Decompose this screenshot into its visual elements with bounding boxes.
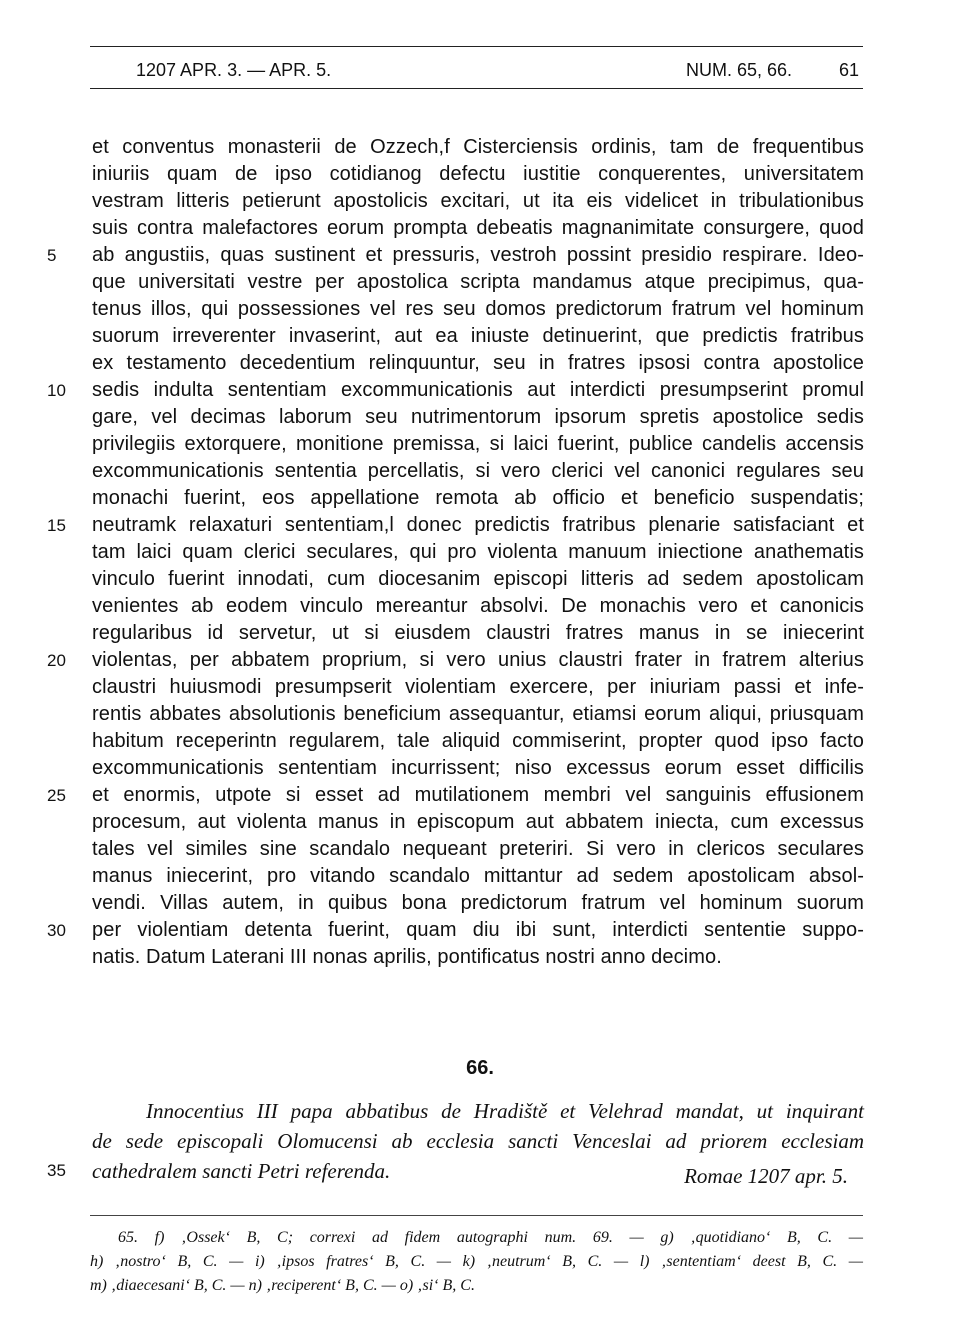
- text-line: [92, 728, 864, 755]
- text-line: [92, 485, 864, 512]
- text-line: [92, 755, 864, 782]
- header-doc-numbers: NUM. 65, 66.: [686, 60, 793, 80]
- footnotes: [90, 1215, 863, 1298]
- line-text: habitum receperintn regularem, tale aliquid commiserint, propter quod ipso facto: [92, 730, 864, 752]
- header-bottom-rule: [90, 88, 863, 89]
- line-text: excommunicationis sententia percellatis, si vero clerici vel canonici regulares seu: [92, 460, 864, 482]
- line-number: 20: [47, 651, 67, 670]
- text-line: [92, 161, 864, 188]
- footnote-line: 65. f) ‚Ossek‘ B, C; correxi ad fidem autographi num. 69. — g) ‚quotidiano‘ B, C. —: [118, 1229, 863, 1246]
- line-text: claustri huiusmodi presumpserit violentiam exercere, per iniuriam passi et infe-: [92, 676, 864, 698]
- document-66-regest: [47, 1096, 864, 1188]
- line-text: tam laici quam clerici seculares, qui pro violenta manuum iniectione anathematis: [92, 541, 864, 563]
- text-line: [92, 809, 864, 836]
- text-line: [92, 323, 864, 350]
- line-number: 30: [47, 921, 67, 940]
- text-line: [92, 269, 864, 296]
- text-line: [92, 215, 864, 242]
- text-line: [92, 350, 864, 377]
- line-text: et enormis, utpote si esset ad mutilationem membri vel sanguinis effusionem: [92, 784, 864, 806]
- line-number: 10: [47, 381, 67, 400]
- line-text: gare, vel decimas laborum seu nutrimentorum ipsorum spretis apostolice sedis: [92, 406, 864, 428]
- regest-text: Innocentius III papa abbatibus de Hradiště et Velehrad mandat, ut inquirant: [146, 1099, 864, 1123]
- document-65-text: [47, 134, 864, 971]
- regest-dating: Romae 1207 apr. 5.: [684, 1164, 848, 1188]
- regest-line: [92, 1126, 864, 1156]
- text-line: [47, 377, 864, 404]
- regest-text: de sede episcopali Olomucensi ab ecclesia sancti Venceslai ad priorem ecclesiam: [92, 1129, 864, 1153]
- page-number: 61: [838, 60, 859, 80]
- text-line: [92, 701, 864, 728]
- line-text: regularibus id servetur, ut si eiusdem claustri fratres manus in se iniecerint: [92, 622, 864, 644]
- line-text: procesum, aut violenta manus in episcopum aut abbatem iniecta, cum excessus: [92, 811, 864, 833]
- text-line: [92, 620, 864, 647]
- line-text: sedis indulta sententiam excommunicationis aut interdicti presumpserint promul: [92, 379, 864, 401]
- line-text: venientes ab eodem vinculo mereantur absolvi. De monachis vero et canonicis: [92, 595, 864, 617]
- text-line: [92, 458, 864, 485]
- header-top-rule: [90, 46, 863, 47]
- line-text: vinculo fuerint innodati, cum diocesanim episcopi litteris ad sedem apostolicam: [92, 568, 864, 590]
- line-text: que universitati vestre per apostolica scripta mandamus atque precipimus, qua-: [92, 271, 864, 293]
- line-text: iniuriis quam de ipso cotidianog defectu iustitie conquerentes, universitatem: [92, 163, 864, 185]
- line-number: 15: [47, 516, 67, 535]
- text-line: [92, 539, 864, 566]
- text-line: [92, 593, 864, 620]
- footnote-line: m) ‚diaecesani‘ B, C. — n) ‚reciperent‘ B, C. — o) ‚si‘ B, C.: [90, 1277, 475, 1294]
- text-line: [92, 566, 864, 593]
- text-line: [92, 863, 864, 890]
- regest-text: cathedralem sancti Petri referenda.: [92, 1159, 391, 1183]
- text-line: [92, 134, 864, 161]
- line-text: neutramk relaxaturi sententiam,l donec predictis fratribus plenarie satisfaciant et: [92, 514, 864, 536]
- line-text: tenus illos, qui possessiones vel res seu domos predictorum fratrum vel hominum: [92, 298, 864, 320]
- line-text: per violentiam detenta fuerint, quam diu ibi sunt, interdicti sententie suppo-: [92, 919, 864, 941]
- text-line: [47, 512, 864, 539]
- line-number: 25: [47, 786, 67, 805]
- line-text: monachi fuerint, eos appellatione remota ab officio et beneficio suspendatis;: [92, 487, 864, 509]
- line-text: suorum irreverenter invaserint, aut ea iniuste detinuerint, que predictis fratribus: [92, 325, 864, 347]
- text-line: [47, 647, 864, 674]
- line-text: ex testamento decedentium relinquuntur, seu in fratres ipsosi contra apostolice: [92, 352, 864, 374]
- line-text: tales vel similes sine scandalo nequeant preteriri. Si vero in clericos seculares: [92, 838, 864, 860]
- line-number: 35: [47, 1161, 66, 1180]
- line-text: suis contra malefactores eorum prompta debeatis magnanimitate consurgere, quod: [92, 217, 864, 239]
- line-number: 5: [47, 246, 57, 265]
- text-line: [92, 188, 864, 215]
- line-text: excommunicationis sententiam incurrissent; niso excessus eorum esset difficilis: [92, 757, 864, 779]
- running-header: [90, 56, 863, 86]
- header-date-range: 1207 APR. 3. — APR. 5.: [136, 60, 332, 80]
- regest-line: [92, 1096, 864, 1126]
- line-text: violentas, per abbatem proprium, si vero unius claustri frater in fratrem alterius: [92, 649, 864, 671]
- footnote-line: h) ‚nostro‘ B, C. — i) ‚ipsos fratres‘ B, C. — k) ‚neutrum‘ B, C. — l) ‚sententiam‘ deest B, C. —: [90, 1253, 863, 1270]
- line-text: privilegiis extorquere, monitione premissa, si laici fuerint, publice candelis accensis: [92, 433, 864, 455]
- line-text: et conventus monasterii de Ozzech,f Cisterciensis ordinis, tam de frequentibus: [92, 136, 864, 158]
- text-line: [92, 836, 864, 863]
- text-line: [92, 296, 864, 323]
- text-line: [92, 404, 864, 431]
- text-line: [47, 917, 864, 944]
- line-text: vendi. Villas autem, in quibus bona predictorum fratrum vel hominum suorum: [92, 892, 864, 914]
- text-line: [92, 431, 864, 458]
- text-line: [47, 782, 864, 809]
- line-text: ab angustiis, quas sustinent et pressuris, vestroh possint presidio respirare. Ideo-: [92, 244, 864, 266]
- line-text: rentis abbates absolutionis beneficium assequantur, etiamsi eorum aliqui, priusquam: [92, 703, 864, 725]
- text-line: [92, 944, 864, 971]
- text-line: [92, 890, 864, 917]
- line-text: vestram litteris petierunt apostolicis excitari, ut ita eis videlicet in tribulationibus: [92, 190, 864, 212]
- document-number: 66.: [466, 1057, 494, 1079]
- line-text: natis. Datum Laterani III nonas aprilis, pontificatus nostri anno decimo.: [92, 946, 722, 968]
- line-text: manus iniecerint, pro vitando scandalo mittantur ad sedem apostolicam absol-: [92, 865, 864, 887]
- text-line: [92, 674, 864, 701]
- text-line: [47, 242, 864, 269]
